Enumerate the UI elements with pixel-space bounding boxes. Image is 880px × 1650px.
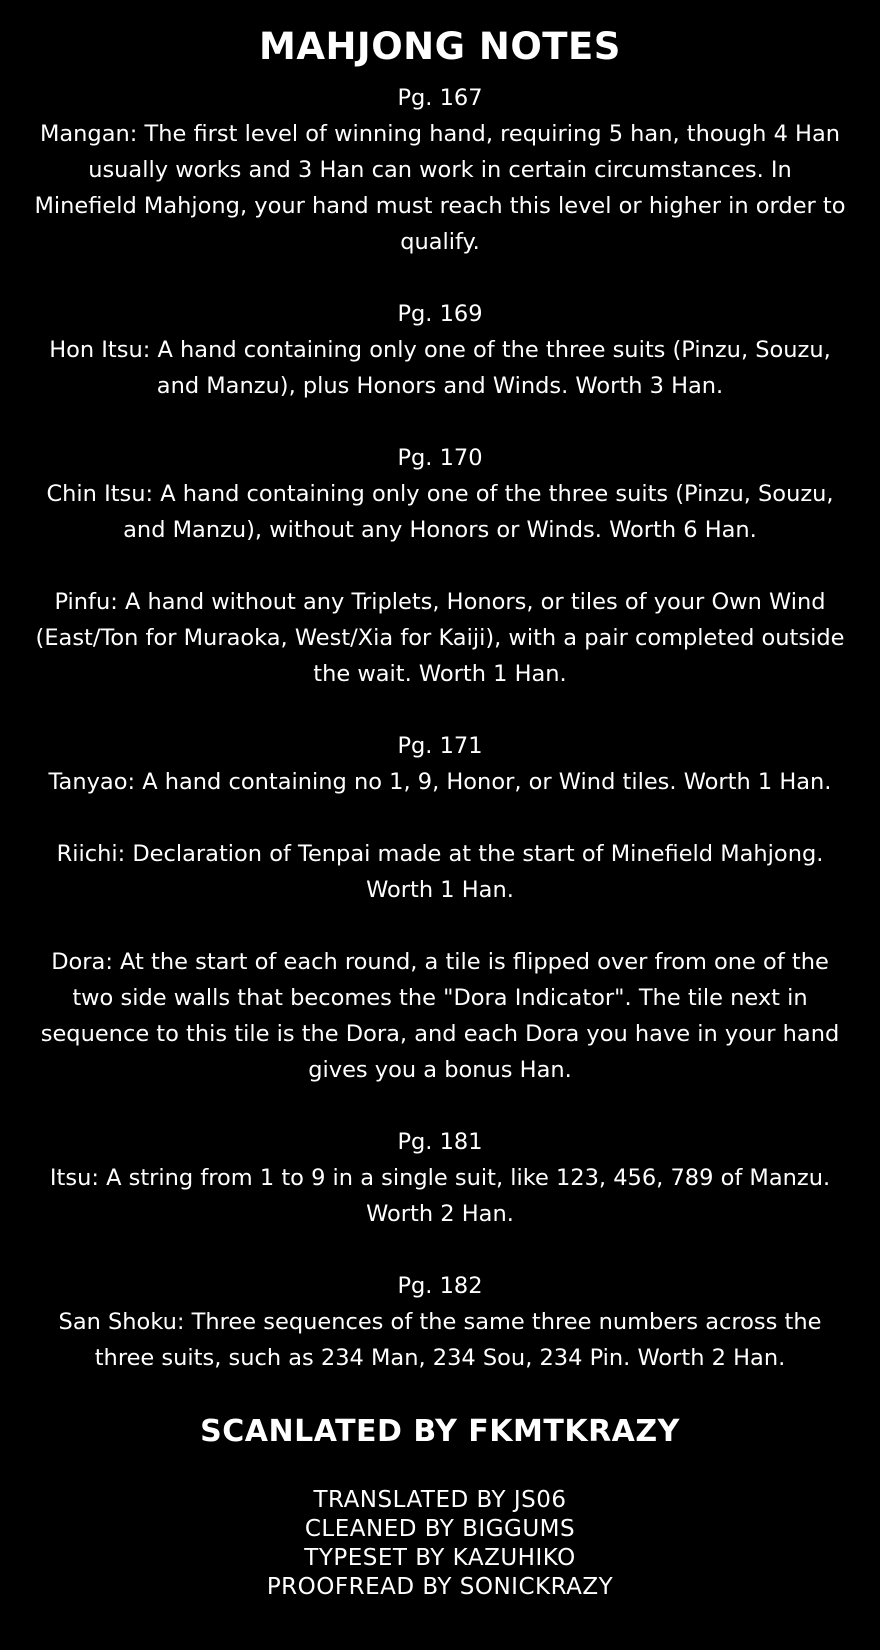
notes-section: [34, 1124, 846, 1232]
page-reference: Pg. 167: [397, 85, 483, 111]
credits-heading: SCANLATED BY FKMTKRAZY: [200, 1414, 680, 1449]
notes-section: [34, 584, 846, 692]
note-entry: Riichi: Declaration of Tenpai made at the start of Minefield Mahjong. Worth 1 Han.: [56, 841, 824, 903]
note-entry: Tanyao: A hand containing no 1, 9, Honor, or Wind tiles. Worth 1 Han.: [48, 769, 832, 795]
page-reference: Pg. 170: [397, 445, 483, 471]
note-entry: Chin Itsu: A hand containing only one of the three suits (Pinzu, Souzu, and Manzu), without any Honors or Winds. Worth 6 Han.: [46, 481, 834, 543]
page-reference: Pg. 181: [397, 1129, 483, 1155]
notes-section: [34, 728, 846, 800]
credit-line: CLEANED BY BIGGUMS: [304, 1516, 576, 1542]
page-reference: Pg. 182: [397, 1273, 483, 1299]
notes-section: [34, 296, 846, 404]
credit-line: TYPESET BY KAZUHIKO: [304, 1545, 576, 1571]
note-entry: San Shoku: Three sequences of the same three numbers across the three suits, such as 234 Man, 234 Sou, 234 Pin. Worth 2 Han.: [58, 1309, 822, 1371]
note-entry: Dora: At the start of each round, a tile is flipped over from one of the two side walls that becomes the "Dora Indicator". The tile next in sequence to this tile is the Dora, and each Dora you have in your hand gives you a bonus Han.: [40, 949, 840, 1083]
note-entry: Pinfu: A hand without any Triplets, Honors, or tiles of your Own Wind (East/Ton for Muraoka, West/Xia for Kaiji), with a pair completed outside the wait. Worth 1 Han.: [35, 589, 845, 687]
notes-section: [34, 836, 846, 908]
note-entry: Itsu: A string from 1 to 9 in a single suit, like 123, 456, 789 of Manzu. Worth 2 Han.: [49, 1165, 831, 1227]
credits-list: [34, 1486, 846, 1602]
note-entry: Mangan: The first level of winning hand, requiring 5 han, though 4 Han usually works and 3 Han can work in certain circumstances. In Minefield Mahjong, your hand must reach this level or higher in order to qualify.: [34, 121, 846, 255]
notes-section: [34, 944, 846, 1088]
notes-section: [34, 440, 846, 548]
notes-section: [34, 80, 846, 260]
notes-list: [34, 80, 846, 1376]
page-reference: Pg. 171: [397, 733, 483, 759]
page-title: MAHJONG NOTES: [259, 25, 621, 68]
notes-section: [34, 1268, 846, 1376]
credit-line: TRANSLATED BY JS06: [313, 1487, 567, 1513]
credit-line: PROOFREAD BY SONICKRAZY: [266, 1574, 614, 1600]
page-reference: Pg. 169: [397, 301, 483, 327]
note-entry: Hon Itsu: A hand containing only one of the three suits (Pinzu, Souzu, and Manzu), plus Honors and Winds. Worth 3 Han.: [49, 337, 831, 399]
